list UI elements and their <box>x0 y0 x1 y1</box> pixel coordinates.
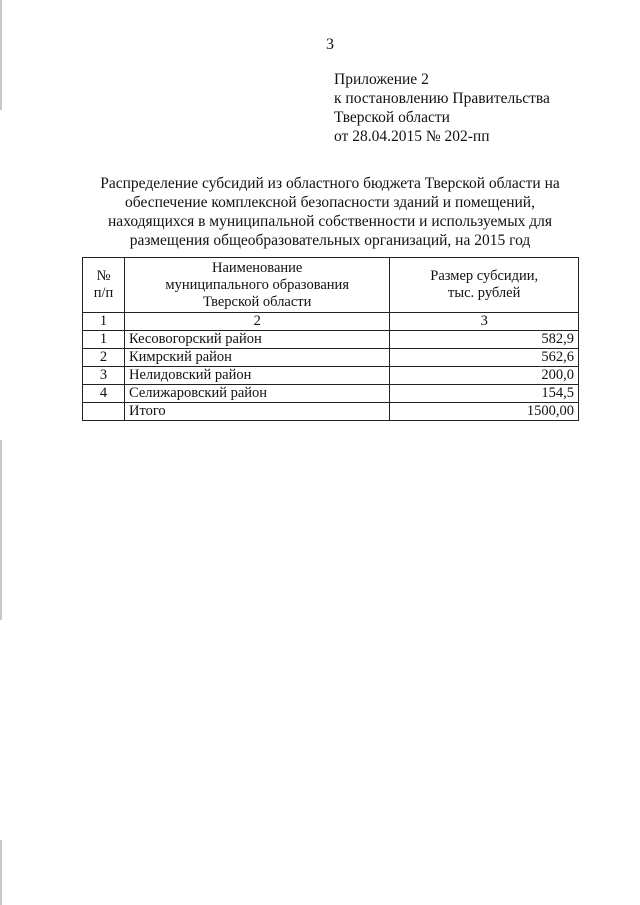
row-name: Кимрский район <box>124 349 389 367</box>
row-num: 1 <box>83 331 125 349</box>
title-line: находящихся в муниципальной собственности и используемых для <box>108 213 552 230</box>
column-index-row <box>83 313 579 331</box>
subsidy-table <box>82 257 579 421</box>
scan-edge-mark <box>0 440 2 620</box>
row-name: Кесовогорский район <box>124 331 389 349</box>
table-row <box>83 385 579 403</box>
scan-edge-mark <box>0 840 2 905</box>
title-line: Распределение субсидий из областного бюджета Тверской области на <box>100 175 560 192</box>
row-num: 3 <box>83 367 125 385</box>
total-num <box>83 403 125 421</box>
scan-edge-mark <box>0 0 2 110</box>
document-title <box>70 174 590 250</box>
row-num: 2 <box>83 349 125 367</box>
appendix-line: к постановлению Правительства <box>334 90 550 107</box>
header-num: № п/п <box>83 258 125 313</box>
row-value: 562,6 <box>390 349 579 367</box>
table-row <box>83 349 579 367</box>
row-name: Нелидовский район <box>124 367 389 385</box>
page-number: 3 <box>326 36 334 53</box>
title-line: размещения общеобразовательных организаций, на 2015 год <box>129 232 531 249</box>
table-header-row <box>83 258 579 313</box>
row-name: Селижаровский район <box>124 385 389 403</box>
total-value: 1500,00 <box>390 403 579 421</box>
row-value: 154,5 <box>390 385 579 403</box>
column-index: 1 <box>83 313 125 331</box>
table-row <box>83 331 579 349</box>
appendix-line: Приложение 2 <box>334 71 429 88</box>
appendix-line: от 28.04.2015 № 202-пп <box>334 128 490 145</box>
row-num: 4 <box>83 385 125 403</box>
appendix-line: Тверской области <box>334 109 450 126</box>
column-index: 2 <box>124 313 389 331</box>
total-label: Итого <box>124 403 389 421</box>
table-row <box>83 367 579 385</box>
row-value: 582,9 <box>390 331 579 349</box>
appendix-block <box>334 70 550 146</box>
column-index: 3 <box>390 313 579 331</box>
header-name: Наименование муниципального образования Тверской области <box>124 258 389 313</box>
table-total-row <box>83 403 579 421</box>
title-line: обеспечение комплексной безопасности зданий и помещений, <box>125 194 535 211</box>
row-value: 200,0 <box>390 367 579 385</box>
header-value: Размер субсидии, тыс. рублей <box>390 258 579 313</box>
